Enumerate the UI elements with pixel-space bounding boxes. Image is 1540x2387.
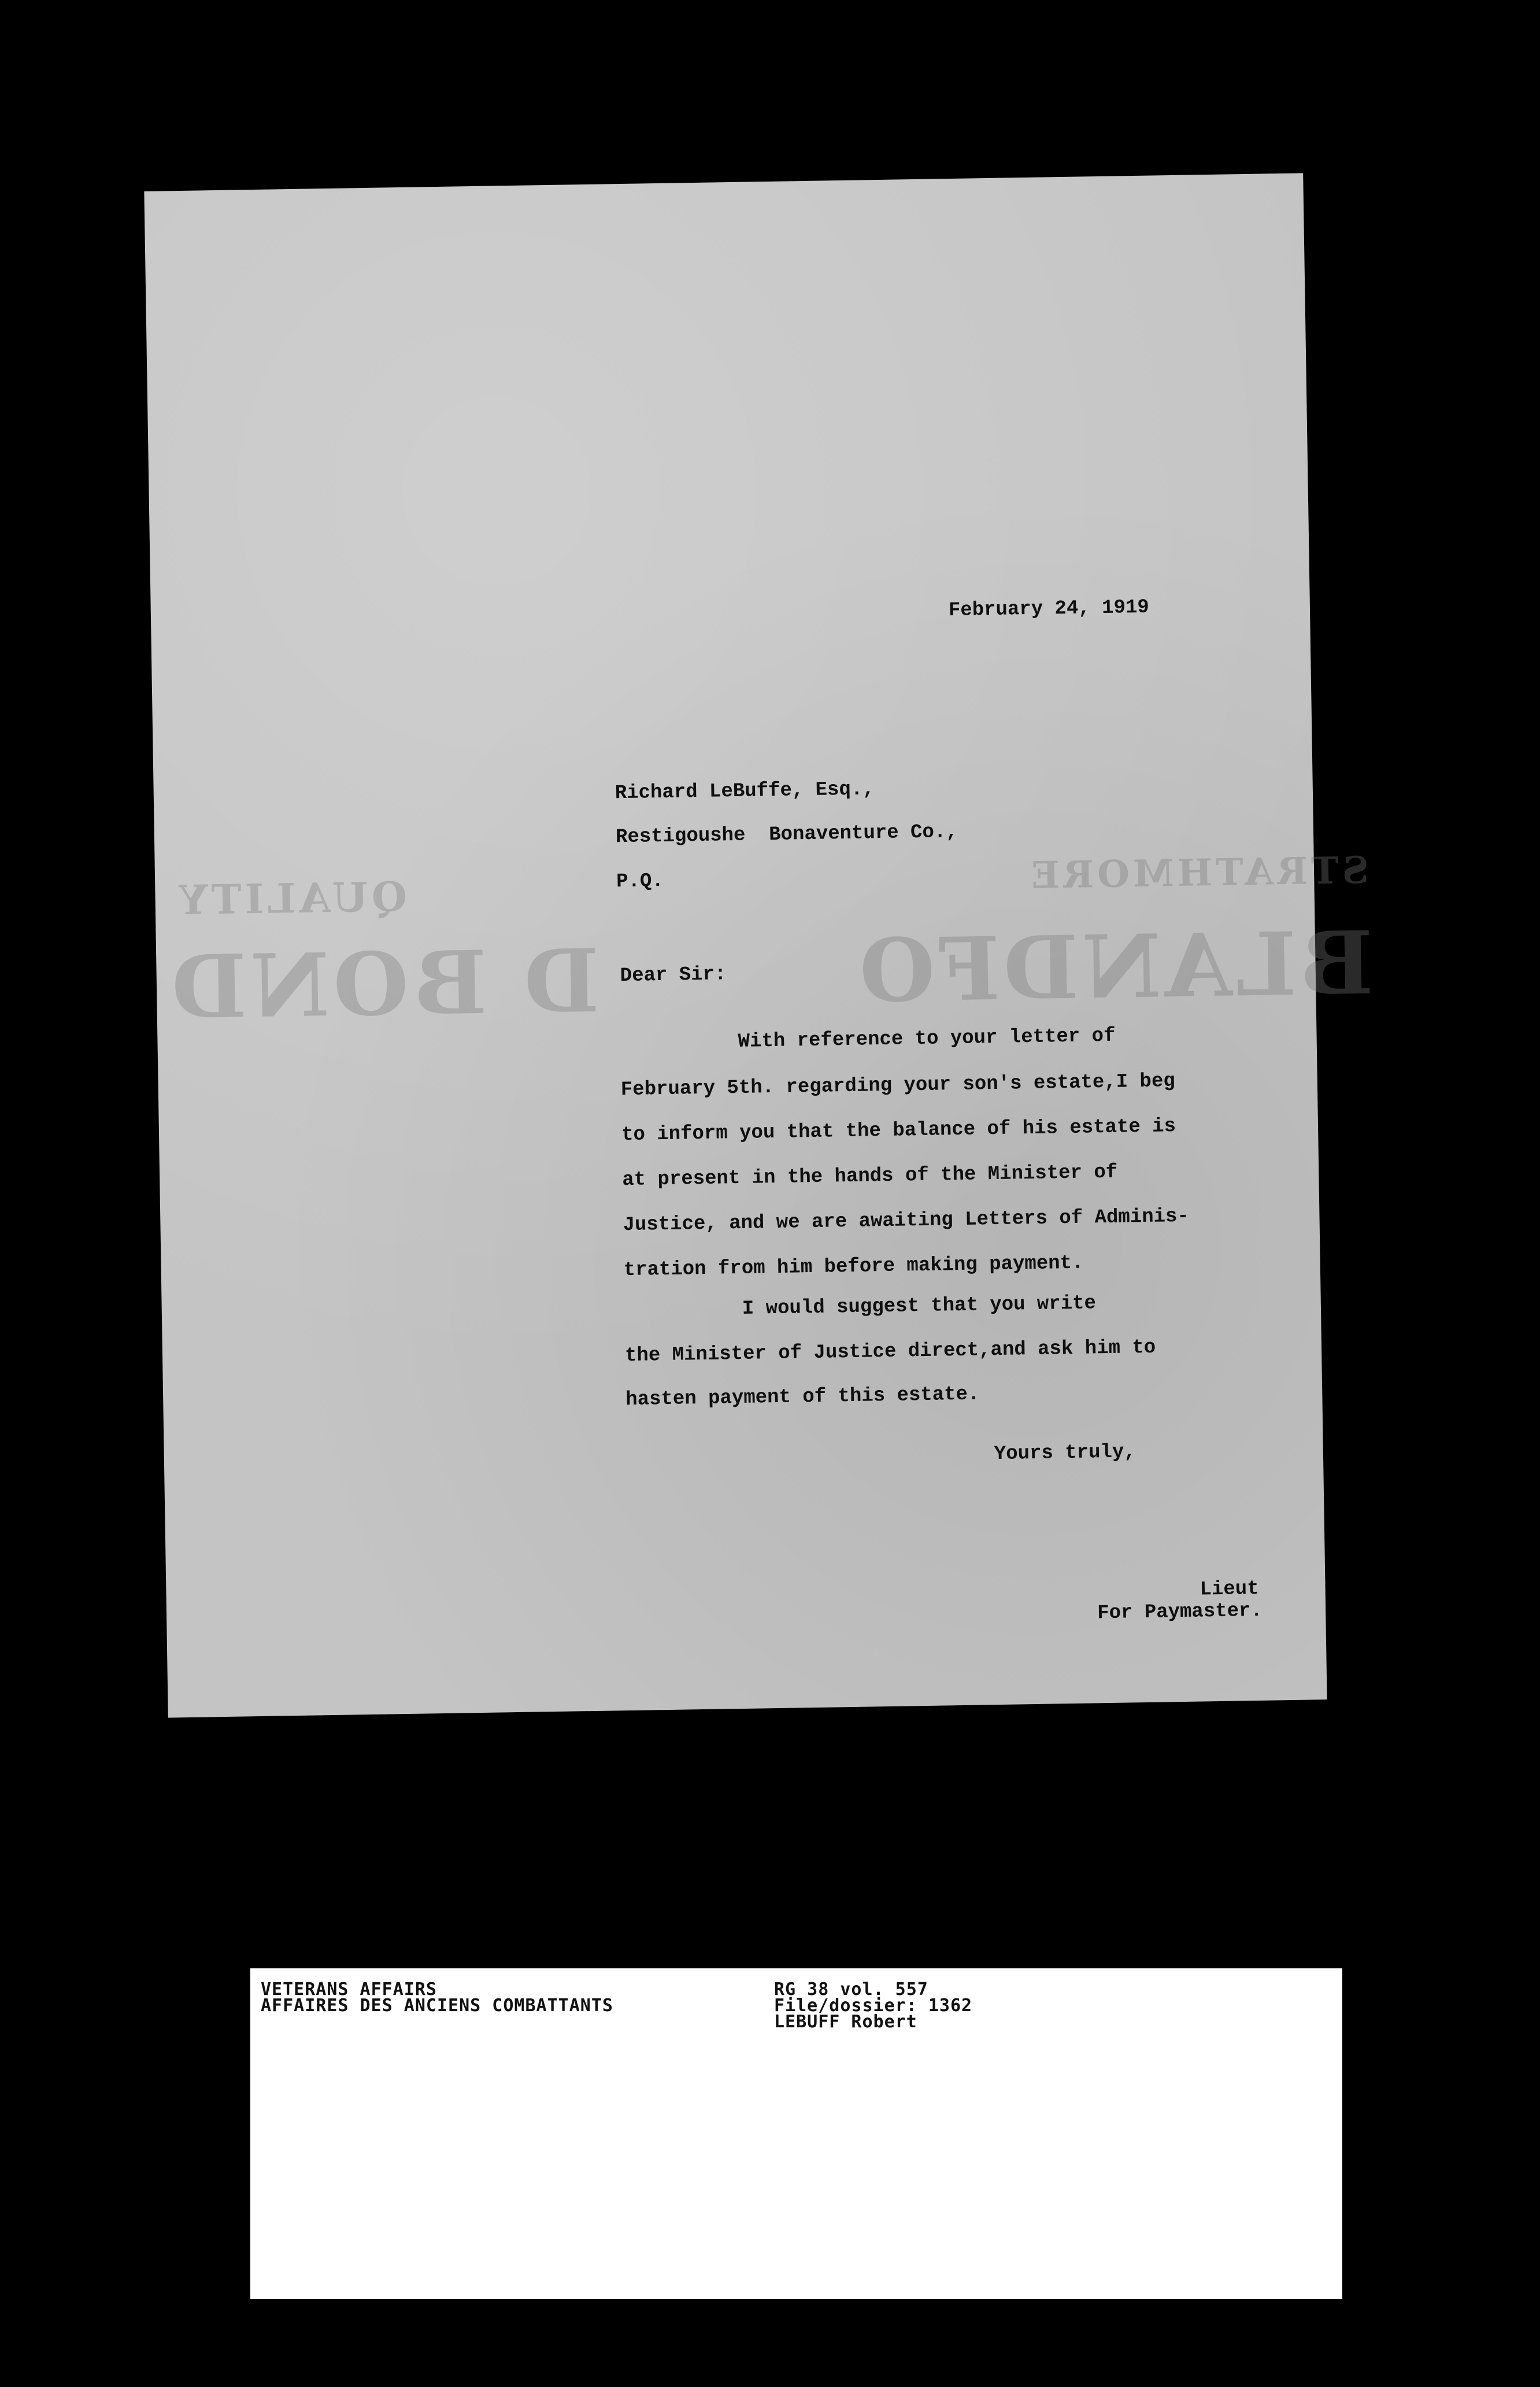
watermark-quality: QUALITY	[175, 872, 408, 925]
body-line: tration from him before making payment.	[623, 1252, 1084, 1282]
watermark-blandford: BLANDFO	[855, 912, 1374, 1022]
letter-date: February 24, 1919	[948, 596, 1150, 622]
salutation: Dear Sir:	[620, 963, 727, 988]
address-line: P.Q.	[616, 870, 664, 893]
watermark-strathmore: STRATHMORE	[1027, 848, 1369, 898]
body-line: to inform you that the balance of his estate is	[621, 1115, 1176, 1147]
body-line: Justice, and we are awaiting Letters of Adminis-	[623, 1205, 1190, 1237]
address-line: Richard LeBuffe, Esq.,	[614, 778, 875, 805]
archive-card	[250, 1968, 1342, 2299]
body-line: at present in the hands of the Minister of	[622, 1161, 1118, 1192]
body-line: the Minister of Justice direct,and ask him to	[624, 1336, 1156, 1368]
signature-title: For Paymaster.	[1097, 1599, 1263, 1625]
card-file-number: File/dossier: 1362	[774, 1996, 973, 2016]
card-soldier-name: LEBUFF Robert	[774, 2012, 917, 2032]
closing: Yours truly,	[994, 1441, 1136, 1466]
letter-page	[144, 173, 1374, 1717]
body-line: hasten payment of this estate.	[625, 1383, 980, 1411]
address-line: Restigoushe Bonaventure Co.,	[615, 821, 958, 849]
card-department-en: VETERANS AFFAIRS	[261, 1979, 437, 2000]
body-line: February 5th. regarding your son's estate,I beg	[620, 1070, 1176, 1102]
signature-rank: Lieut	[1200, 1577, 1259, 1601]
watermark-bond: D BOND	[167, 930, 601, 1039]
card-department-fr: AFFAIRES DES ANCIENS COMBATTANTS	[261, 1996, 613, 2016]
body-line: I would suggest that you write	[624, 1292, 1097, 1322]
card-record-group: RG 38 vol. 557	[774, 1979, 928, 2000]
letter-body	[620, 1023, 1313, 1411]
body-line: With reference to your letter of	[620, 1025, 1116, 1055]
